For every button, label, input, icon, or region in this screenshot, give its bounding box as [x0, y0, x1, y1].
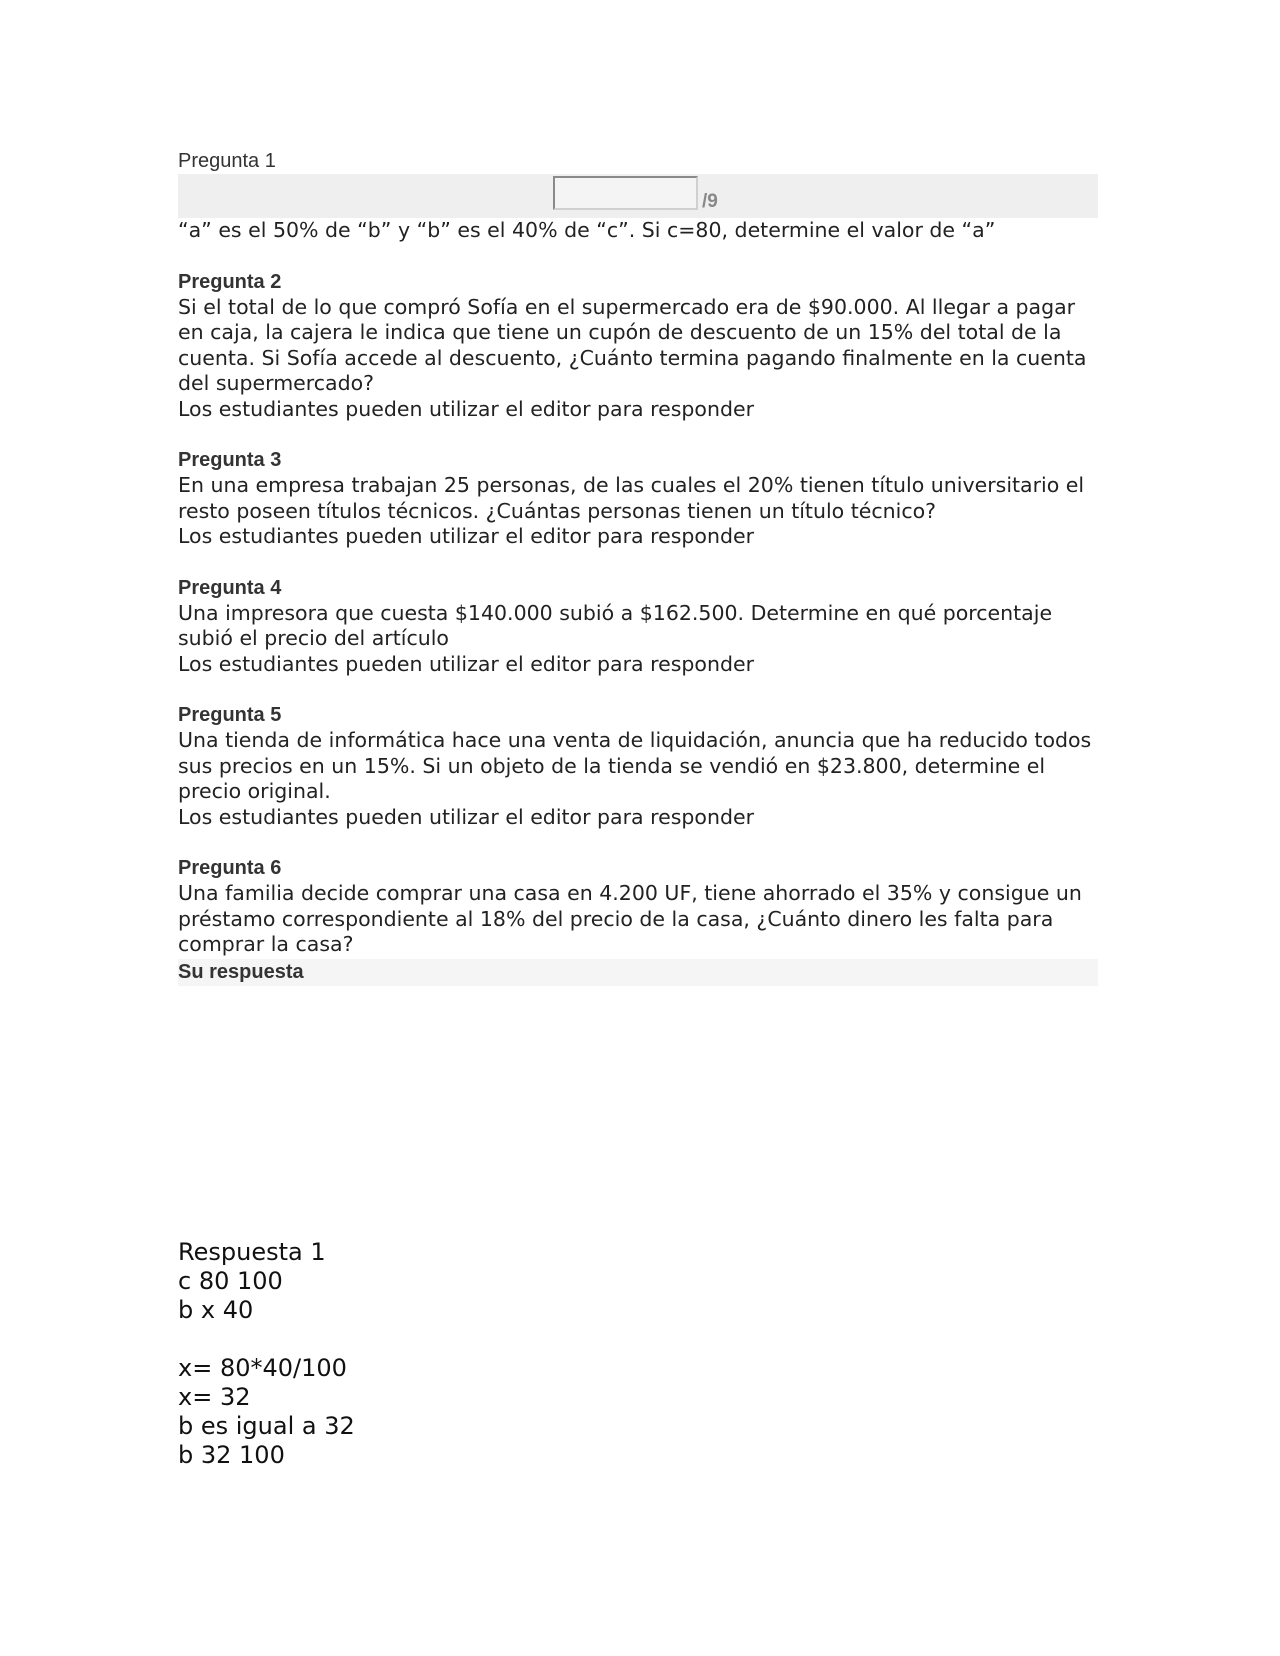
question-1-text: “a” es el 50% de “b” y “b” es el 40% de “c”. Si c=80, determine el valor de “a” [178, 218, 996, 242]
question-3-title: Pregunta 3 [178, 449, 282, 471]
answer-line: x= 80*40/100 [178, 1354, 347, 1382]
question-6-text: Una familia decide comprar una casa en 4.200 UF, tiene ahorrado el 35% y consigue un préstamo correspondiente al 18% del precio de la casa, ¿Cuánto dinero les falta para comprar la casa? [178, 881, 1082, 956]
answer-line: Respuesta 1 [178, 1238, 326, 1266]
score-bar [178, 174, 1098, 218]
answer-line [178, 1325, 355, 1354]
question-5 [178, 703, 1098, 830]
question-6-title: Pregunta 6 [178, 857, 282, 879]
answer-line: b es igual a 32 [178, 1412, 355, 1440]
question-3-text: En una empresa trabajan 25 personas, de las cuales el 20% tienen título universitario el resto poseen títulos técnicos. ¿Cuántas personas tienen un título técnico? [178, 473, 1085, 523]
question-3 [178, 448, 1098, 550]
answer-label: Su respuesta [178, 959, 1098, 986]
score-input[interactable] [553, 176, 698, 210]
score-max: /9 [702, 191, 718, 212]
question-2-title: Pregunta 2 [178, 270, 282, 293]
question-2-note: Los estudiantes pueden utilizar el editor para responder [178, 396, 754, 421]
question-4-note: Los estudiantes pueden utilizar el editor para responder [178, 651, 754, 676]
question-4-title: Pregunta 4 [178, 576, 282, 599]
question-2 [178, 270, 1098, 423]
question-1-label: Pregunta 1 [178, 150, 276, 172]
question-5-title: Pregunta 5 [178, 704, 282, 726]
answer-line: c 80 100 [178, 1267, 283, 1295]
question-4-text: Una impresora que cuesta $140.000 subió a $162.500. Determine en qué porcentaje subió el precio del artículo [178, 600, 1053, 650]
answer-block [178, 1238, 355, 1470]
answer-line: x= 32 [178, 1383, 251, 1411]
question-5-note: Los estudiantes pueden utilizar el editor para responder [178, 804, 754, 829]
question-2-text: Si el total de lo que compró Sofía en el supermercado era de $90.000. Al llegar a pagar en caja, la cajera le indica que tiene un cupón de descuento de un 15% del total de la cuenta. Si Sofía accede al descuento, ¿Cuánto termina pagando finalmente en la cuenta del supermercado? [178, 294, 1087, 395]
answer-line: b 32 100 [178, 1441, 285, 1469]
answer-line: b x 40 [178, 1296, 254, 1324]
document-page [178, 148, 1098, 986]
question-6 [178, 856, 1098, 986]
question-5-text: Una tienda de informática hace una venta de liquidación, anuncia que ha reducido todos sus precios en un 15%. Si un objeto de la tienda se vendió en $23.800, determine el precio original. [178, 728, 1092, 803]
question-3-note: Los estudiantes pueden utilizar el editor para responder [178, 524, 754, 548]
question-4 [178, 576, 1098, 678]
